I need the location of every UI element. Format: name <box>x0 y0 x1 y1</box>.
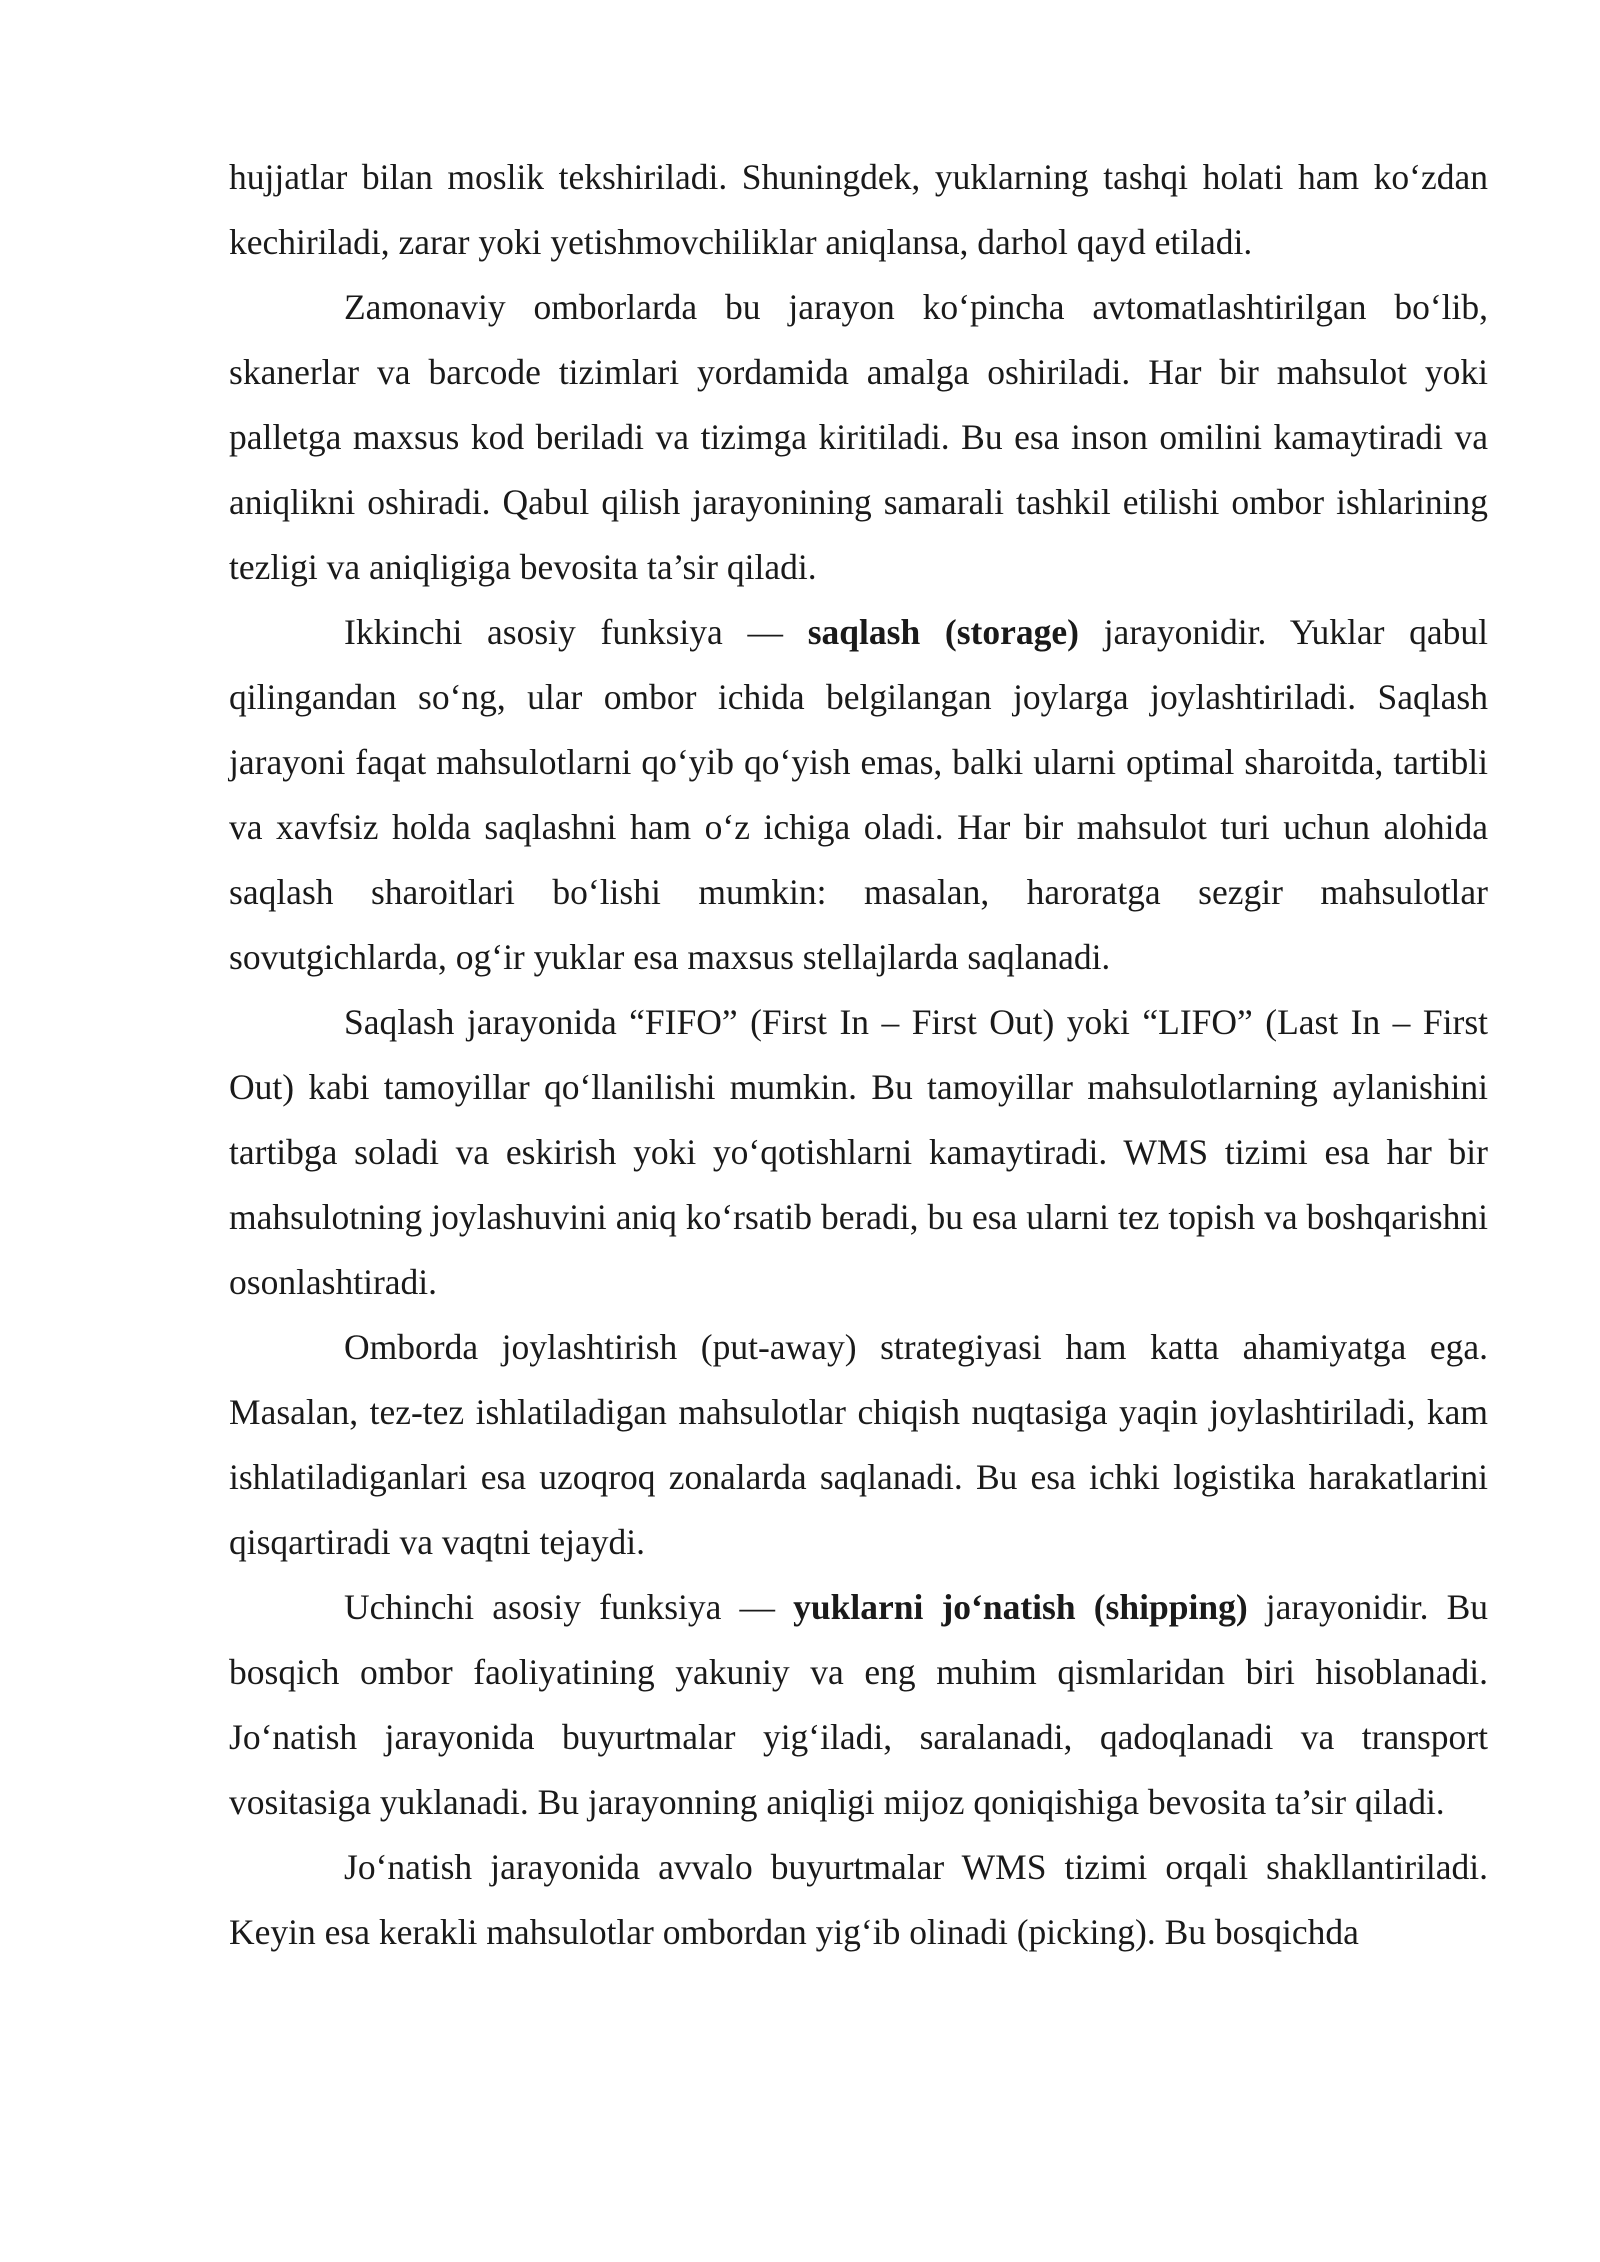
paragraph-shipping <box>229 1575 1488 1835</box>
paragraph-storage <box>229 600 1488 990</box>
paragraph-fifo <box>229 990 1488 1315</box>
text-run: Ikkinchi asosiy funksiya — <box>344 612 808 652</box>
text-run: Jo‘natish jarayonida avvalo buyurtmalar WMS tizimi orqali shakllantiriladi. Keyin esa kerakli mahsulotlar ombordan yig‘ib olinadi (picking). Bu bosqichda <box>229 1847 1488 1952</box>
text-run: Omborda joylashtirish (put-away) strategiyasi ham katta ahamiyatga ega. Masalan, tez-tez ishlatiladigan mahsulotlar chiqish nuqtasiga yaqin joylashtiriladi, kam ishlatiladiganlari esa uzoqroq zonalarda saqlanadi. Bu esa ichki logistika harakatlarini qisqartiradi va vaqtni tejaydi. <box>229 1327 1488 1562</box>
text-run: Zamonaviy omborlarda bu jarayon ko‘pincha avtomatlashtirilgan bo‘lib, skanerlar va barcode tizimlari yordamida amalga oshiriladi. Har bir mahsulot yoki palletga maxsus kod beriladi va tizimga kiritiladi. Bu esa inson omilini kamaytiradi va aniqlikni oshiradi. Qabul qilish jarayonining samarali tashkil etilishi ombor ishlarining tezligi va aniqligiga bevosita ta’sir qiladi. <box>229 287 1488 587</box>
paragraph-picking <box>229 1835 1488 1965</box>
text-run: Uchinchi asosiy funksiya — <box>344 1587 794 1627</box>
bold-term-shipping: yuklarni jo‘natish (shipping) <box>793 1587 1248 1627</box>
text-run: jarayonidir. Yuklar qabul qilingandan so‘ng, ular ombor ichida belgilangan joylarga joylashtiriladi. Saqlash jarayoni faqat mahsulotlarni qo‘yib qo‘yish emas, balki ularni optimal sharoitda, tartibli va xavfsiz holda saqlashni ham o‘z ichiga oladi. Har bir mahsulot turi uchun alohida saqlash sharoitlari bo‘lishi mumkin: masalan, haroratga sezgir mahsulotlar sovutgichlarda, og‘ir yuklar esa maxsus stellajlarda saqlanadi. <box>229 612 1489 977</box>
text-run: jarayonidir. Bu bosqich ombor faoliyatining yakuniy va eng muhim qismlaridan biri hisoblanadi. Jo‘natish jarayonida buyurtmalar yig‘iladi, saralanadi, qadoqlanadi va transport vositasiga yuklanadi. Bu jarayonning aniqligi mijoz qoniqishiga bevosita ta’sir qiladi. <box>229 1587 1488 1822</box>
text-run: hujjatlar bilan moslik tekshiriladi. Shuningdek, yuklarning tashqi holati ham ko‘zdan kechiriladi, zarar yoki yetishmovchiliklar aniqlansa, darhol qayd etiladi. <box>229 157 1488 262</box>
bold-term-storage: saqlash (storage) <box>807 612 1079 652</box>
text-run: Saqlash jarayonida “FIFO” (First In – First Out) yoki “LIFO” (Last In – First Out) kabi tamoyillar qo‘llanilishi mumkin. Bu tamoyillar mahsulotlarning aylanishini tartibga soladi va eskirish yoki yo‘qotishlarni kamaytiradi. WMS tizimi esa har bir mahsulotning joylashuvini aniq ko‘rsatib beradi, bu esa ularni tez topish va boshqarishni osonlashtiradi. <box>229 1002 1488 1302</box>
paragraph-automation <box>229 275 1488 600</box>
body-text <box>229 145 1488 1965</box>
paragraph-continuation <box>229 145 1488 275</box>
paragraph-putaway <box>229 1315 1488 1575</box>
